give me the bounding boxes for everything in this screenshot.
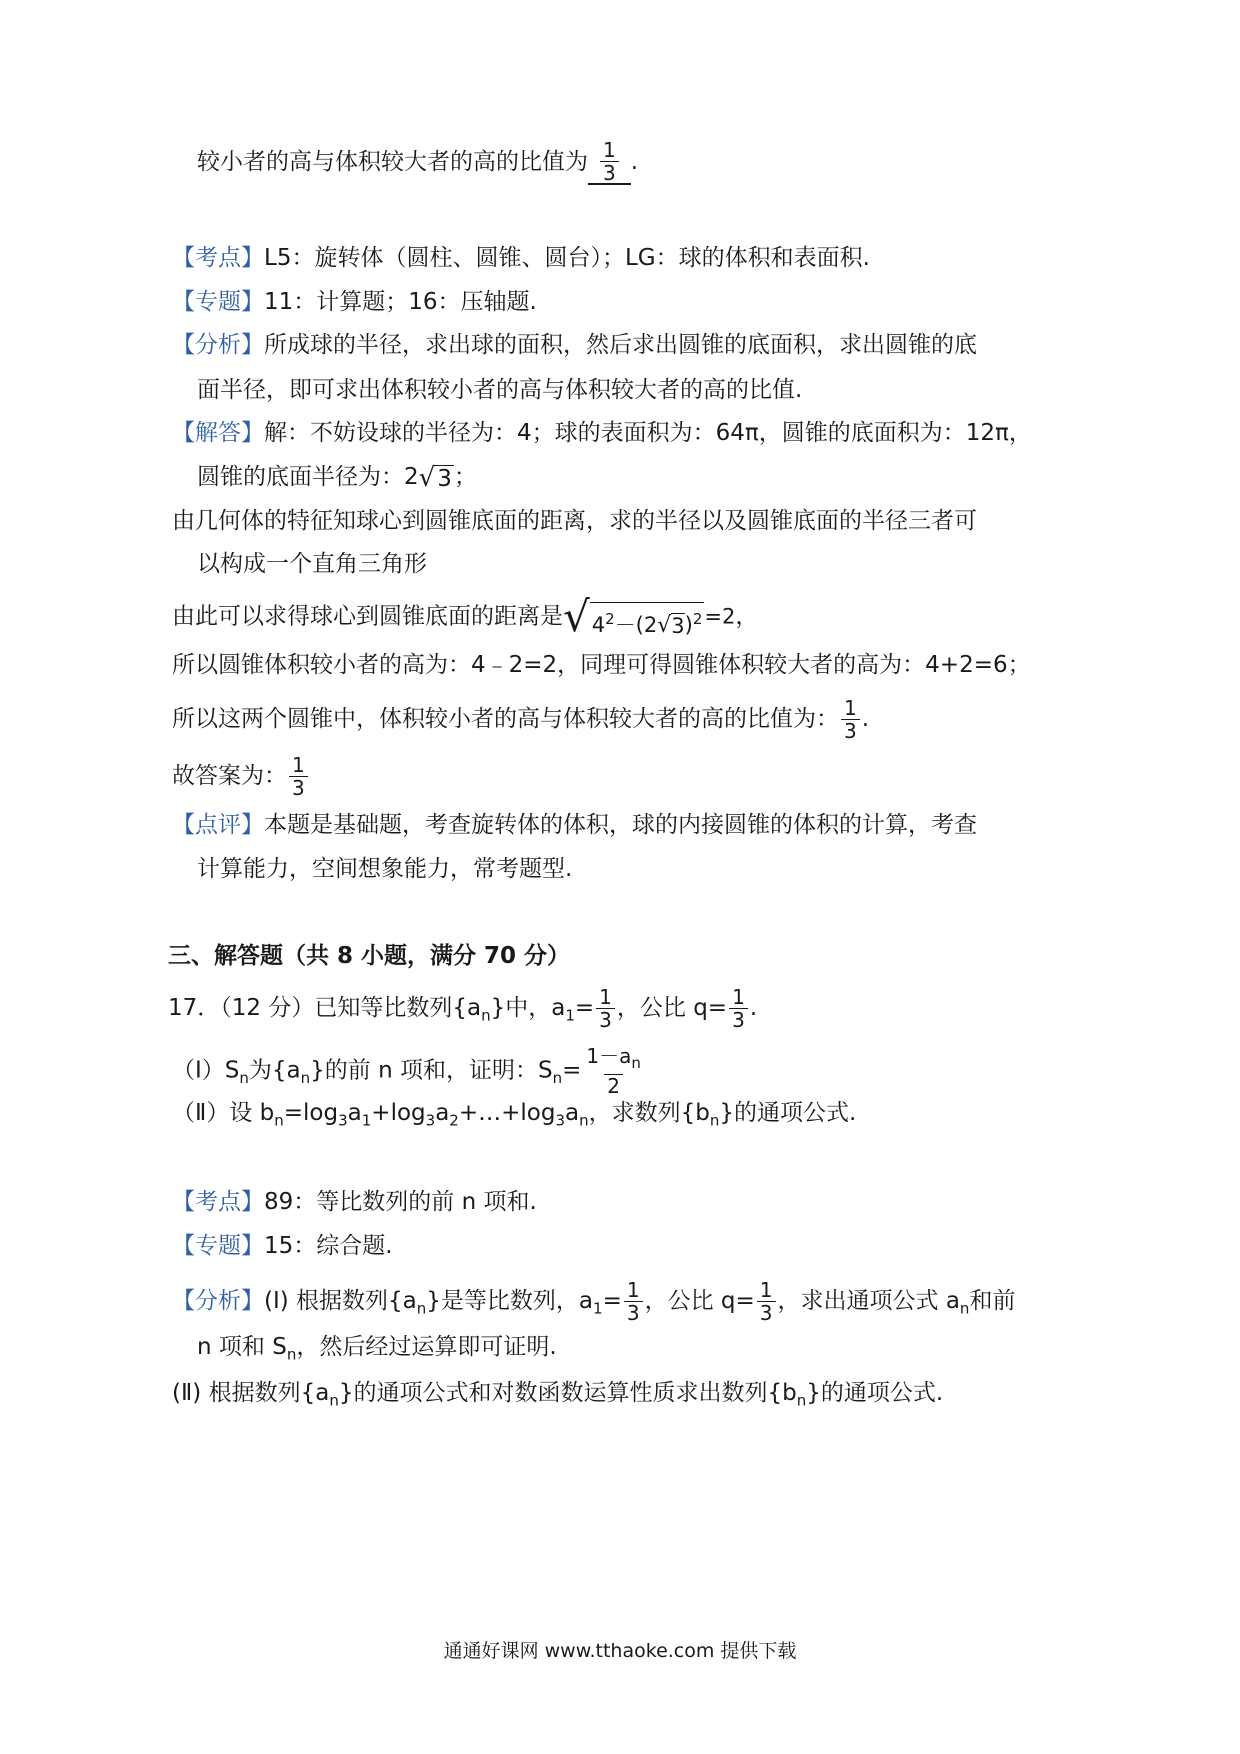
solution-line-6 bbox=[172, 650, 1031, 680]
part2-a: =log bbox=[283, 1100, 339, 1126]
fenxi-text-1: 所成球的半径，求出球的面积，然后求出圆锥的底面积，求出圆锥的底 bbox=[264, 332, 977, 358]
final-answer-fraction bbox=[289, 755, 308, 798]
expr-a-exponent: 2 bbox=[605, 609, 615, 628]
answer-fraction bbox=[600, 140, 619, 183]
part1-mid: 为{a bbox=[248, 1057, 301, 1084]
q17-fenxi-line-2 bbox=[197, 1332, 557, 1370]
jieda-tag: 【解答】 bbox=[172, 420, 264, 446]
expr-a: 4 bbox=[591, 612, 606, 637]
subscript: n bbox=[329, 1391, 339, 1410]
expr-result: =2 bbox=[704, 604, 736, 629]
fraction-numerator: 1 bbox=[292, 753, 305, 777]
subscript: 1 bbox=[361, 1111, 372, 1130]
expr-b: －(2 bbox=[614, 612, 658, 637]
fenxi1-e: 和前 bbox=[969, 1288, 1016, 1314]
fenxi-tag: 【分析】 bbox=[172, 1288, 264, 1314]
inner-radicand: 3 bbox=[671, 614, 685, 638]
solution-text-6: 所以圆锥体积较小者的高为：4﹣2=2，同理可得圆锥体积较大者的高为：4+2=6； bbox=[172, 652, 1031, 678]
fraction-denominator: 3 bbox=[596, 1008, 615, 1030]
subscript: 2 bbox=[449, 1111, 459, 1130]
jieda-line-2 bbox=[197, 462, 477, 492]
final-answer-label: 故答案为： bbox=[172, 763, 287, 789]
fenxi1-a: (Ⅰ) 根据数列{a bbox=[264, 1288, 417, 1314]
q17-kaodian-line bbox=[172, 1187, 537, 1217]
fenxi2-a: n 项和 S bbox=[197, 1334, 287, 1360]
answer-line-text: 较小者的高与体积较大者的高的比值为 bbox=[197, 149, 588, 175]
kaodian-text: L5：旋转体（圆柱、圆锥、圆台）；LG：球的体积和表面积. bbox=[264, 245, 870, 271]
equals-sign: = bbox=[562, 1057, 582, 1084]
jieda-text-2: 圆锥的底面半径为：2 bbox=[197, 464, 419, 490]
q17-stem bbox=[168, 987, 757, 1031]
fenxi1-c: ，公比 q= bbox=[644, 1288, 755, 1314]
subscript: n bbox=[300, 1069, 311, 1088]
subscript: n bbox=[796, 1391, 807, 1410]
subscript: 3 bbox=[338, 1111, 348, 1130]
subscript: 3 bbox=[425, 1111, 436, 1130]
final-answer-line bbox=[172, 755, 310, 798]
q17-fenxi-line-1 bbox=[172, 1280, 1015, 1324]
fenxi-text-2: 面半径，即可求出体积较小者的高与体积较大者的高的比值. bbox=[197, 377, 803, 403]
jieda-line-1 bbox=[172, 418, 1032, 448]
fraction-numerator: 1 bbox=[844, 696, 857, 720]
q17-zhuanti-line bbox=[172, 1231, 393, 1261]
kaodian-text: 89：等比数列的前 n 项和. bbox=[264, 1189, 537, 1215]
subscript: 1 bbox=[565, 1006, 575, 1025]
expr-c-exponent: 2 bbox=[692, 609, 703, 628]
fenxi1-d: ，求出通项公式 a bbox=[777, 1288, 960, 1314]
fraction-denominator: 3 bbox=[600, 161, 619, 183]
answer-line-suffix: . bbox=[630, 149, 639, 175]
solution-suffix-5: ， bbox=[735, 603, 759, 630]
sqrt-expression bbox=[418, 462, 454, 493]
fenxi3-a: (Ⅱ) 根据数列{a bbox=[172, 1380, 330, 1406]
jieda-suffix: ； bbox=[453, 464, 477, 490]
part2-f: a bbox=[565, 1100, 580, 1126]
inner-sqrt bbox=[657, 613, 684, 638]
fenxi3-c: }的通项公式. bbox=[806, 1380, 944, 1406]
subscript: n bbox=[552, 1069, 563, 1088]
solution-line-4 bbox=[197, 549, 427, 579]
inner-radical-sign: √ bbox=[657, 613, 672, 638]
subscript: n bbox=[239, 1069, 249, 1088]
jieda-text-1: 解：不妨设球的半径为：4；球的表面积为：64π，圆锥的底面积为：12π， bbox=[264, 420, 1032, 446]
radicand bbox=[590, 602, 705, 639]
q-fraction bbox=[757, 1280, 776, 1323]
solution-text-5: 由此可以求得球心到圆锥底面的距离是 bbox=[172, 603, 563, 630]
zhuanti-tag: 【专题】 bbox=[172, 1233, 264, 1259]
fenxi-line-2 bbox=[197, 375, 802, 405]
page-footer bbox=[0, 1636, 1240, 1663]
subscript: n bbox=[416, 1299, 427, 1318]
part1-mid2: }的前 n 项和，证明：S bbox=[310, 1057, 553, 1084]
zhuanti-text: 15：综合题. bbox=[264, 1233, 393, 1259]
equals-sign: = bbox=[602, 1288, 622, 1314]
solution-line-5 bbox=[172, 592, 759, 641]
dianping-text-1: 本题是基础题，考查旋转体的体积，球的内接圆锥的体积的计算，考查 bbox=[264, 812, 977, 838]
part2-g: ，求数列{b bbox=[588, 1100, 710, 1126]
q17-stem-text: 17．（12 分）已知等比数列{a bbox=[168, 995, 482, 1021]
solution-text-4: 以构成一个直角三角形 bbox=[197, 551, 427, 577]
q17-stem-mid2: ，公比 q= bbox=[616, 995, 728, 1021]
expr-c: ) bbox=[684, 612, 693, 637]
fraction-numerator: 1 bbox=[626, 1278, 640, 1302]
part2-b: a bbox=[347, 1100, 362, 1126]
numerator-text: 1－a bbox=[586, 1044, 632, 1068]
subscript: n bbox=[274, 1111, 284, 1130]
part2-h: }的通项公式. bbox=[719, 1100, 857, 1126]
fraction-denominator: 3 bbox=[624, 1301, 643, 1323]
fenxi3-b: }的通项公式和对数函数运算性质求出数列{b bbox=[338, 1380, 797, 1406]
fraction-numerator: 1 bbox=[599, 985, 612, 1009]
dianping-text-2: 计算能力，空间想象能力，常考题型. bbox=[197, 856, 573, 882]
fraction-numerator: 1 bbox=[603, 138, 616, 162]
radical-sign: √ bbox=[418, 462, 436, 493]
section-heading bbox=[168, 941, 570, 971]
section-heading-text: 三、解答题（共 8 小题，满分 70 分） bbox=[168, 943, 571, 969]
subscript: n bbox=[481, 1006, 491, 1025]
answer-blank bbox=[588, 140, 631, 185]
fenxi2-b: ，然后经过运算即可证明. bbox=[296, 1334, 557, 1360]
subscript: n bbox=[709, 1111, 720, 1130]
zhuanti-text: 11：计算题；16：压轴题. bbox=[264, 289, 537, 315]
equals-sign: = bbox=[574, 995, 595, 1021]
fenxi-tag: 【分析】 bbox=[172, 332, 264, 358]
a1-fraction bbox=[596, 987, 615, 1030]
subscript: n bbox=[631, 1054, 641, 1072]
q-fraction bbox=[729, 987, 748, 1030]
zhuanti-line bbox=[172, 287, 537, 317]
dianping-tag: 【点评】 bbox=[172, 812, 264, 838]
fenxi1-b: }是等比数列，a bbox=[426, 1288, 594, 1314]
part2-text: （Ⅱ）设 b bbox=[172, 1100, 275, 1126]
part1-text: （Ⅰ）S bbox=[172, 1057, 240, 1084]
fraction-denominator: 2 bbox=[604, 1074, 623, 1096]
subscript: 3 bbox=[555, 1111, 565, 1130]
solution-line-3 bbox=[172, 506, 977, 536]
part2-c: +log bbox=[371, 1100, 426, 1126]
fraction-numerator: 1 bbox=[759, 1278, 773, 1302]
subscript: 1 bbox=[593, 1299, 603, 1318]
solution-text-7: 所以这两个圆锥中，体积较小者的高与体积较大者的高的比值为： bbox=[172, 706, 839, 732]
fraction-denominator: 3 bbox=[841, 719, 860, 741]
subscript: n bbox=[959, 1299, 970, 1318]
part2-e: +…+log bbox=[458, 1100, 556, 1126]
distance-sqrt bbox=[563, 592, 704, 641]
part2-d: a bbox=[435, 1100, 450, 1126]
kaodian-tag: 【考点】 bbox=[172, 245, 264, 271]
kaodian-line bbox=[172, 243, 870, 273]
answer-line bbox=[197, 140, 638, 185]
zhuanti-tag: 【专题】 bbox=[172, 289, 264, 315]
q17-stem-suffix: . bbox=[749, 995, 758, 1021]
q17-stem-mid: }中，a bbox=[490, 995, 566, 1021]
q17-part2 bbox=[172, 1098, 856, 1136]
q17-part1 bbox=[172, 1046, 646, 1096]
sn-fraction bbox=[583, 1046, 644, 1096]
fraction-denominator: 3 bbox=[289, 776, 308, 798]
radicand: 3 bbox=[437, 465, 452, 492]
fraction-numerator: 1 bbox=[732, 985, 745, 1009]
subscript: n bbox=[579, 1111, 589, 1130]
fenxi-line-1 bbox=[172, 330, 977, 360]
solution-line-7 bbox=[172, 698, 869, 741]
solution-text-3: 由几何体的特征知球心到圆锥底面的距离，求的半径以及圆锥底面的半径三者可 bbox=[172, 508, 977, 534]
kaodian-tag: 【考点】 bbox=[172, 1189, 264, 1215]
dianping-line-2 bbox=[197, 854, 572, 884]
solution-suffix-7: . bbox=[861, 706, 870, 732]
a1-fraction bbox=[624, 1280, 643, 1323]
dianping-line-1 bbox=[172, 810, 977, 840]
footer-text: 通通好课网 www.tthaoke.com 提供下载 bbox=[443, 1640, 797, 1662]
fraction-denominator: 3 bbox=[729, 1008, 748, 1030]
q17-fenxi-line-3 bbox=[172, 1378, 943, 1416]
subscript: n bbox=[286, 1345, 297, 1364]
ratio-fraction bbox=[841, 698, 860, 741]
fraction-numerator bbox=[583, 1046, 644, 1074]
fraction-denominator: 3 bbox=[757, 1301, 776, 1323]
radical-sign: √ bbox=[563, 592, 590, 641]
